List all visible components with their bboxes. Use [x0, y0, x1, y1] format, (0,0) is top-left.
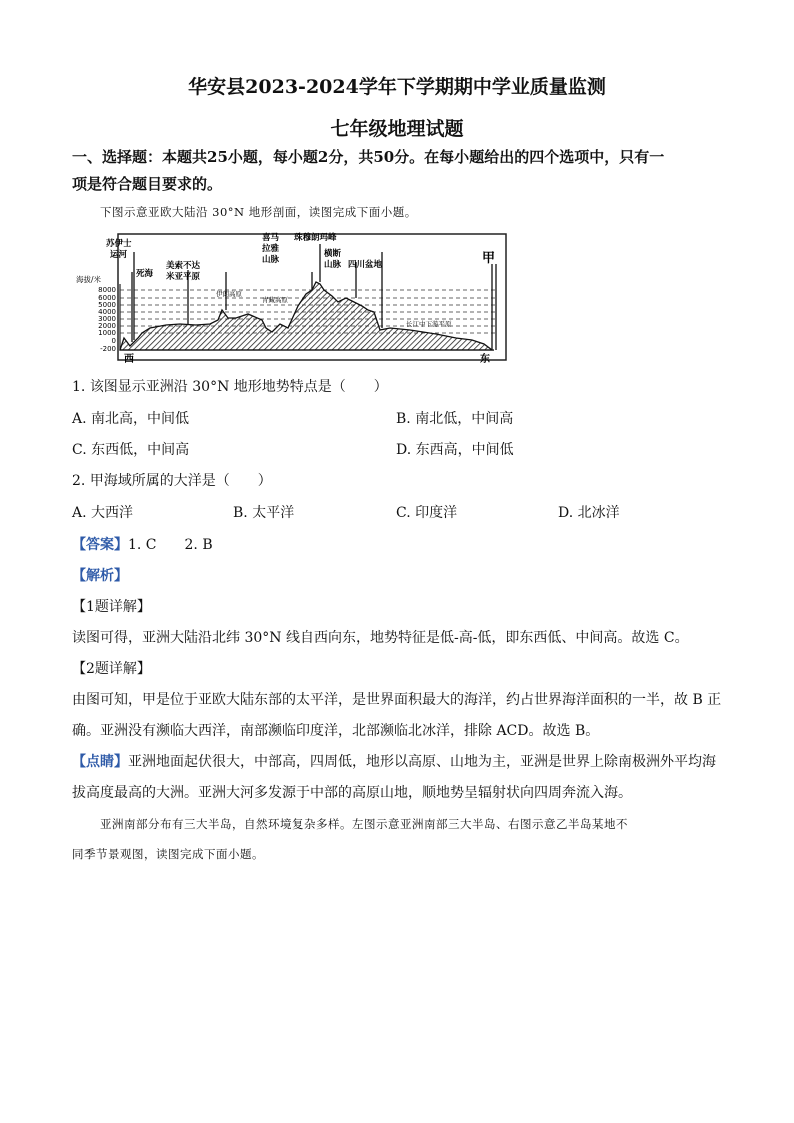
q1-option-d[interactable]: D. 东西高，中间低 [396, 442, 514, 458]
label-iran: 伊朗高原 [216, 290, 242, 298]
detail2-line1: 由图可知，甲是位于亚欧大陆东部的太平洋，是世界面积最大的海洋，约占世界海洋面积的一半，故 B 正 [72, 692, 722, 708]
y-tick-label: 1000 [98, 329, 116, 337]
q1-option-b[interactable]: B. 南北低，中间高 [396, 411, 514, 427]
detail2-tag: 【2题详解】 [72, 661, 151, 677]
label-mesopotamia: 米亚平原 [166, 272, 201, 282]
label-mesopotamia: 美索不达 [166, 261, 201, 271]
tip-line2: 拔高度最高的大洲。亚洲大河多发源于中部的高原山地，顺地势呈辐射状向四周奔流入海。 [72, 785, 632, 801]
terrain-profile-figure [76, 232, 508, 366]
answer-tag: 【答案】 [72, 537, 128, 553]
label-suez: 苏伊士 [106, 239, 132, 249]
label-yangtze: 长江中下游平原 [406, 320, 452, 328]
y-tick-label: 0 [111, 337, 116, 345]
y-axis-label: 海拔/米 [76, 275, 102, 284]
y-tick-labels [98, 286, 116, 353]
q2-option-a[interactable]: A. 大西洋 [72, 505, 134, 521]
y-tick-label: 8000 [98, 286, 116, 294]
detail1-text: 读图可得，亚洲大陆沿北纬 30°N 线自西向东，地势特征是低-高-低，即东西低、中间高。故选 C。 [72, 630, 689, 646]
group1-intro: 下图示意亚欧大陆沿 30°N 地形剖面，读图完成下面小题。 [100, 205, 417, 219]
question-number: 1. [72, 379, 86, 395]
y-tick-label: 2000 [98, 322, 116, 330]
y-tick-label: 3000 [98, 315, 116, 323]
label-suez: 运河 [110, 250, 128, 260]
terrain-profile [120, 282, 492, 350]
q1-option-a[interactable]: A. 南北高，中间低 [72, 411, 190, 427]
label-tibet: 青藏高原 [262, 296, 288, 304]
label-everest: 珠穆朗玛峰 [294, 233, 337, 243]
q2-option-b[interactable]: B. 太平洋 [233, 505, 295, 521]
label-hengduan: 山脉 [324, 260, 342, 270]
group2-intro-line2: 同季节景观图，读图完成下面小题。 [72, 847, 264, 861]
figure-labels [106, 232, 495, 282]
detail2-line2: 确。亚洲没有濒临大西洋，南部濒临印度洋，北部濒临北冰洋，排除 ACD。故选 B。 [72, 723, 600, 739]
label-himalaya: 山脉 [262, 255, 280, 265]
label-himalaya: 拉雅 [262, 244, 280, 254]
label-dead-sea: 死海 [136, 269, 154, 279]
tip-line1 [72, 751, 716, 771]
tip-tag: 【点睛】 [72, 754, 128, 770]
question-stem: 甲海域所属的大洋是（ ） [89, 473, 272, 489]
label-jia: 甲 [482, 251, 496, 266]
label-west: 西 [124, 354, 134, 365]
y-tick-label: -200 [100, 345, 116, 353]
question-2 [72, 470, 272, 490]
q1-option-c[interactable]: C. 东西低，中间高 [72, 442, 190, 458]
section-heading-line2: 项是符合题目要求的。 [72, 175, 223, 193]
page-title: 华安县2023-2024学年下学期期中学业质量监测 [188, 76, 606, 98]
label-east: 东 [480, 354, 490, 365]
page-subtitle: 七年级地理试题 [330, 118, 464, 140]
y-tick-label: 5000 [98, 301, 116, 309]
label-himalaya: 喜马 [262, 233, 280, 243]
label-hengduan: 横断 [324, 249, 342, 259]
answer-text: 1. C 2. B [128, 537, 213, 553]
q2-option-d[interactable]: D. 北冰洋 [558, 505, 620, 521]
y-tick-label: 4000 [98, 308, 116, 316]
y-tick-label: 6000 [98, 294, 116, 302]
tip-text: 亚洲地面起伏很大，中部高，四周低，地形以高原、山地为主，亚洲是世界上除南极洲外平均海 [128, 754, 716, 770]
section-heading-line1: 一、选择题：本题共25小题，每小题2分，共50分。在每小题给出的四个选项中，只有一 [72, 148, 665, 166]
question-number: 2. [72, 473, 86, 489]
answer-line [72, 534, 213, 554]
label-sichuan: 四川盆地 [348, 260, 383, 270]
q2-option-c[interactable]: C. 印度洋 [396, 505, 458, 521]
detail1-tag: 【1题详解】 [72, 599, 151, 615]
question-stem: 该图显示亚洲沿 30°N 地形地势特点是（ ） [89, 379, 388, 395]
question-1 [72, 376, 388, 396]
analysis-tag: 【解析】 [72, 568, 128, 584]
group2-intro-line1: 亚洲南部分布有三大半岛，自然环境复杂多样。左图示意亚洲南部三大半岛、右图示意乙半岛某地不 [100, 817, 628, 831]
